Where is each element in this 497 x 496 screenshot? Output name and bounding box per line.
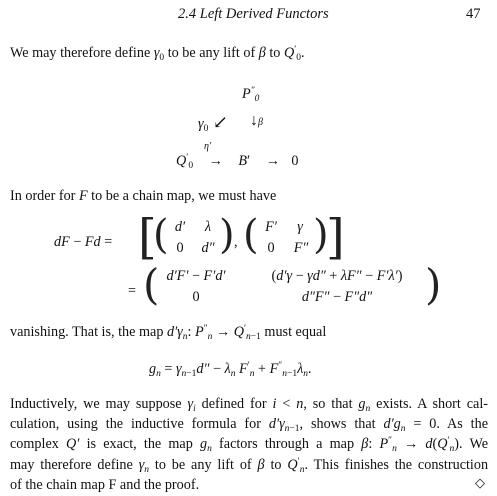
formula-gn: $g_n = \gamma_{n-1}d'' - \lambda_n$ $F'_n + F''_{n-1}\lambda_n$. — [149, 361, 312, 379]
final-paragraph: Inductively, we may suppose $\gamma_i$ defined for i < n, so that $g_n$ exists. A short cal- culation, using the inductive formula for $d'\gamma_{n-1}$, shows that $d'g_n = 0$. As the complex Q′ is exact, the map $g_n$ factors through a map β: $P''_n \to d(Q'_n)$. We may therefore define $\gamma_n$ to be any lift of β to $Q'_n$. This finishes the construction of the chain map F and the proof. — [10, 396, 489, 493]
text-line-3: vanishing. That is, the map $d'\gamma_n$: $P''_n \to Q'_{n-1}$ must equal — [10, 324, 327, 342]
section-header: 2.4 Left Derived Functors — [178, 6, 329, 22]
page-number: 47 — [466, 6, 481, 22]
qed-symbol: ◇ — [475, 475, 485, 490]
text-line-2: In order for F to be a chain map, we must have — [10, 188, 277, 204]
text-line-1: We may therefore define $\gamma_0$ to be any lift of β to $Q'_0$. — [10, 45, 305, 63]
